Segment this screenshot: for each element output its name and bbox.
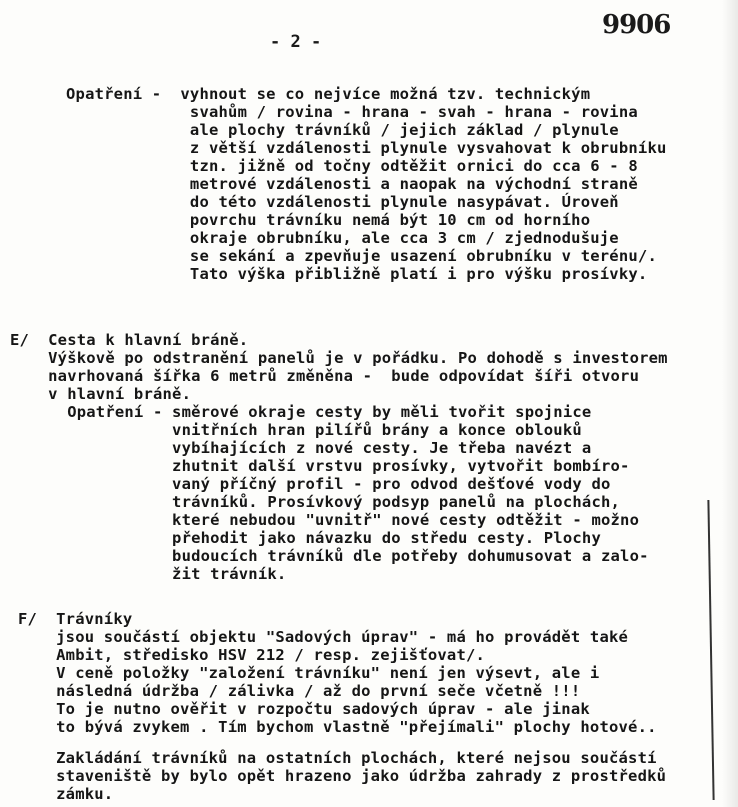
text-line: následná údržba / zálivka / až do první seče včetně !!!: [18, 682, 581, 700]
text-line: Tato výška přibližně platí i pro výšku prosívky.: [66, 265, 648, 283]
section-heading: E/ Cesta k hlavní bráně.: [10, 331, 249, 349]
text-line: se sekání a zpevňuje usazení obrubníku v terénu/.: [66, 247, 657, 265]
text-line: přehodit jako návazku do středu cesty. Plochy: [10, 529, 601, 547]
text-line: metrové vzdálenosti a naopak na východní straně: [66, 175, 638, 193]
text-line: V ceně položky "založení trávníku" není jen výsevt, ale i: [18, 664, 600, 682]
text-line: z větší vzdálenosti plynule vysvahovat k obrubníku: [66, 139, 667, 157]
text-line: Opatření - vyhnout se co nejvíce možná tzv. technickým: [66, 85, 591, 103]
text-line: to bývá zvykem . Tím bychom vlastně "přejímali" plochy hotové..: [18, 718, 657, 736]
text-line: okraje obrubníku, ale cca 3 cm / zjednodušuje: [66, 229, 619, 247]
text-line: vaný příčný profil - pro odvod dešťové vody do: [10, 475, 611, 493]
text-line: ale plochy trávníků / jejich základ / plynule: [66, 121, 619, 139]
text-line: Opatření - směrové okraje cesty by měli tvořit spojnice: [10, 403, 592, 421]
text-line: Ambit, středisko HSV 212 / resp. zejišťovat/.: [18, 646, 486, 664]
text-line: vybíhajících z nové cesty. Je třeba navézt a: [10, 439, 592, 457]
text-line: zhutnit další vrstvu prosívky, vytvořit bombíro-: [10, 457, 630, 475]
text-line: v hlavní bráně.: [10, 385, 192, 403]
handwritten-number: 9906: [602, 10, 671, 40]
text-line: do této vzdálenosti plynule nasypávat. Úroveň: [66, 193, 619, 211]
margin-line: [707, 500, 714, 800]
text-line: staveniště by bylo opět hrazeno jako údržba zahrady z prostředků: [18, 767, 667, 785]
text-line: svahům / rovina - hrana - svah - hrana - rovina: [66, 103, 638, 121]
text-line: Zakládání trávníků na ostatních plochách, které nejsou součástí: [18, 749, 657, 767]
text-line: To je nutno ověřit v rozpočtu sadových úprav - ale jinak: [18, 700, 590, 718]
text-line: povrchu trávníku nemá být 10 cm od horního: [66, 211, 591, 229]
scan-edge-shadow: [722, 0, 738, 807]
section-heading: F/ Trávníky: [18, 610, 133, 628]
text-line: Výškově po odstranění panelů je v pořádku. Po dohodě s investorem: [10, 349, 668, 367]
text-line: které nebudou "uvnitř" nové cesty odtěžit - možno: [10, 511, 640, 529]
text-line: tzn. jižně od točny odtěžit ornici do cca 6 - 8: [66, 157, 638, 175]
text-line: trávníků. Prosívkový podsyp panelů na plochách,: [10, 493, 621, 511]
page-number: - 2 -: [270, 32, 322, 52]
text-line: navrhovaná šířka 6 metrů změněna - bude odpovídat šíři otvoru: [10, 367, 640, 385]
text-line: žit trávník.: [10, 565, 287, 583]
text-line: zámku.: [18, 785, 114, 803]
text-line: budoucích trávníků dle potřeby dohumusovat a zalo-: [10, 547, 649, 565]
text-line: vnitřních hran pilířů brány a konce oblouků: [10, 421, 582, 439]
text-line: jsou součástí objektu "Sadových úprav" - má ho provádět také: [18, 628, 629, 646]
